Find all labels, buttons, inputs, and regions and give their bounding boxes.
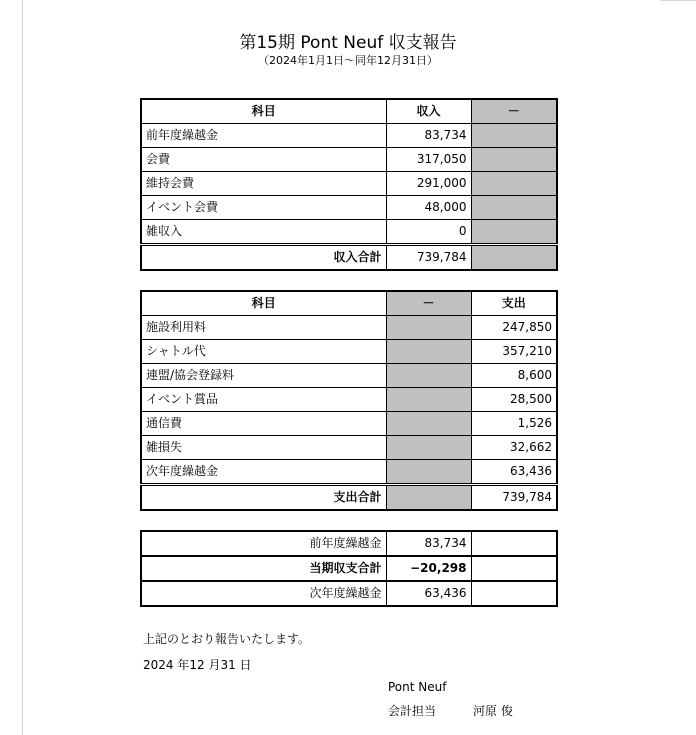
expense-item: シャトル代 [141,340,386,364]
income-header-row [141,99,557,124]
expense-total-amount: 739,784 [471,485,557,511]
expense-amount: 8,600 [471,364,557,388]
gray-cell [386,485,471,511]
income-amount: 317,050 [386,148,471,172]
income-item: 雑収入 [141,220,386,245]
expense-total-row [141,485,557,511]
gray-cell [386,340,471,364]
summary-empty-cell [471,556,557,581]
income-total-amount: 739,784 [386,245,471,271]
gray-cell [386,364,471,388]
report-date: 2024 年12 月31 日 [143,658,252,672]
summary-empty-cell [471,531,557,556]
expense-header-row [141,291,557,316]
summary-amount: −20,298 [386,556,471,581]
closing-note: 上記のとおり報告いたします。 [143,632,311,646]
summary-empty-cell [471,581,557,606]
table-row [141,340,557,364]
page-edge-left [22,0,23,735]
gray-cell [386,316,471,340]
expense-item: 連盟/協会登録料 [141,364,386,388]
summary-amount: 83,734 [386,531,471,556]
summary-amount: 63,436 [386,581,471,606]
summary-label: 前年度繰越金 [141,531,386,556]
income-item: 前年度繰越金 [141,124,386,148]
summary-label: 当期収支合計 [141,556,386,581]
report-period: （2024年1月1日～同年12月31日） [258,54,438,67]
table-row [141,581,557,606]
expense-amount: 32,662 [471,436,557,460]
income-item: 会費 [141,148,386,172]
table-row [141,460,557,485]
expense-amount: 28,500 [471,388,557,412]
expense-header-empty: － [386,291,471,316]
table-row [141,148,557,172]
organization-name: Pont Neuf [388,680,447,694]
income-amount: 0 [386,220,471,245]
table-row [141,556,557,581]
expense-item: 雑損失 [141,436,386,460]
gray-cell [386,436,471,460]
expense-item: 施設利用料 [141,316,386,340]
table-row [141,220,557,245]
income-header-item: 科目 [141,99,386,124]
signer-name: 河原 俊 [473,704,513,718]
income-item: 維持会費 [141,172,386,196]
gray-cell [471,148,557,172]
expense-header-amount: 支出 [471,291,557,316]
expense-item: 次年度繰越金 [141,460,386,485]
gray-cell [386,460,471,485]
table-row [141,172,557,196]
table-row [141,436,557,460]
gray-cell [471,245,557,271]
expense-item: 通信費 [141,412,386,436]
expense-item: イベント賞品 [141,388,386,412]
gray-cell [471,124,557,148]
page-edge-top [660,0,696,1]
income-total-label: 収入合計 [141,245,386,271]
summary-table [140,530,558,607]
expense-total-label: 支出合計 [141,485,386,511]
gray-cell [471,172,557,196]
income-header-amount: 収入 [386,99,471,124]
gray-cell [471,196,557,220]
income-amount: 48,000 [386,196,471,220]
table-row [141,124,557,148]
expense-amount: 1,526 [471,412,557,436]
income-amount: 83,734 [386,124,471,148]
expense-amount: 63,436 [471,460,557,485]
income-item: イベント会費 [141,196,386,220]
table-row [141,412,557,436]
signer-role: 会計担当 [388,704,437,718]
expense-amount: 247,850 [471,316,557,340]
table-row [141,388,557,412]
table-row [141,196,557,220]
report-title: 第15期 Pont Neuf 収支報告 [239,33,457,53]
expense-amount: 357,210 [471,340,557,364]
table-row [141,364,557,388]
expense-header-item: 科目 [141,291,386,316]
gray-cell [386,388,471,412]
income-header-empty: － [471,99,557,124]
table-row [141,316,557,340]
gray-cell [386,412,471,436]
expense-table [140,290,558,511]
income-amount: 291,000 [386,172,471,196]
gray-cell [471,220,557,245]
income-total-row [141,245,557,271]
summary-label: 次年度繰越金 [141,581,386,606]
table-row [141,531,557,556]
income-table [140,98,558,271]
